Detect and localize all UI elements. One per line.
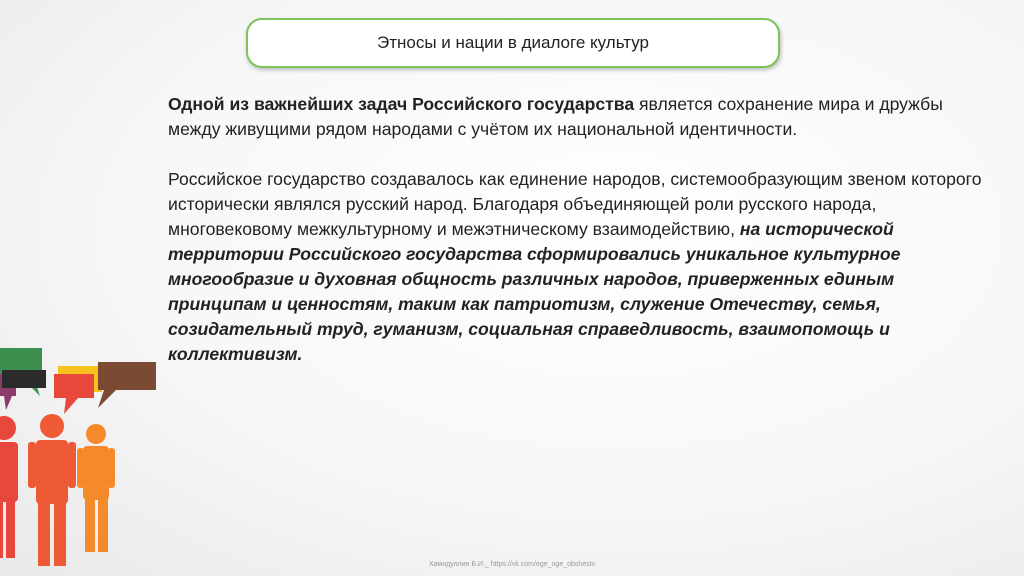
- paragraph-2-text: Российское государство создавалось как единение народов, системообразующим звеном которого исторически являлся русский народ. Благодаря объединяющей роли русского народа, многовековому межкультурному и межэтническому взаимодействию,: [168, 169, 982, 239]
- speech-bubble-red: [54, 374, 94, 414]
- speech-bubble-black: [2, 370, 46, 388]
- paragraph-1-text: является сохранение мира и дружбы между живущими рядом народами с учётом их национальной идентичности.: [168, 94, 943, 139]
- people-speech-bubbles-illustration: [0, 340, 170, 576]
- slide-content: [168, 92, 983, 367]
- paragraph-2-emphasis: на исторической территории Российского государства сформировались уникальное культурное многообразие и духовная общность различных народов, приверженных единым принципам и ценностям, таким как патриотизм, служение Отечеству, семья, созидательный труд, гуманизм, социальная справедливость, взаимопомощь и коллективизм.: [168, 219, 901, 364]
- speech-bubble-brown: [98, 362, 156, 408]
- slide-title-box: [246, 18, 780, 68]
- person-middle: [28, 414, 76, 566]
- person-left: [0, 416, 18, 558]
- paragraph-2: [168, 167, 983, 367]
- person-right: [77, 424, 115, 552]
- paragraph-1: [168, 92, 983, 142]
- paragraph-1-bold: Одной из важнейших задач Российского государства: [168, 94, 635, 114]
- slide-title: Этносы и нации в диалоге культур: [377, 33, 649, 52]
- footer-credit: Хамидуллин Б.И._ https://vk.com/ege_oge_obshestv: [428, 561, 596, 568]
